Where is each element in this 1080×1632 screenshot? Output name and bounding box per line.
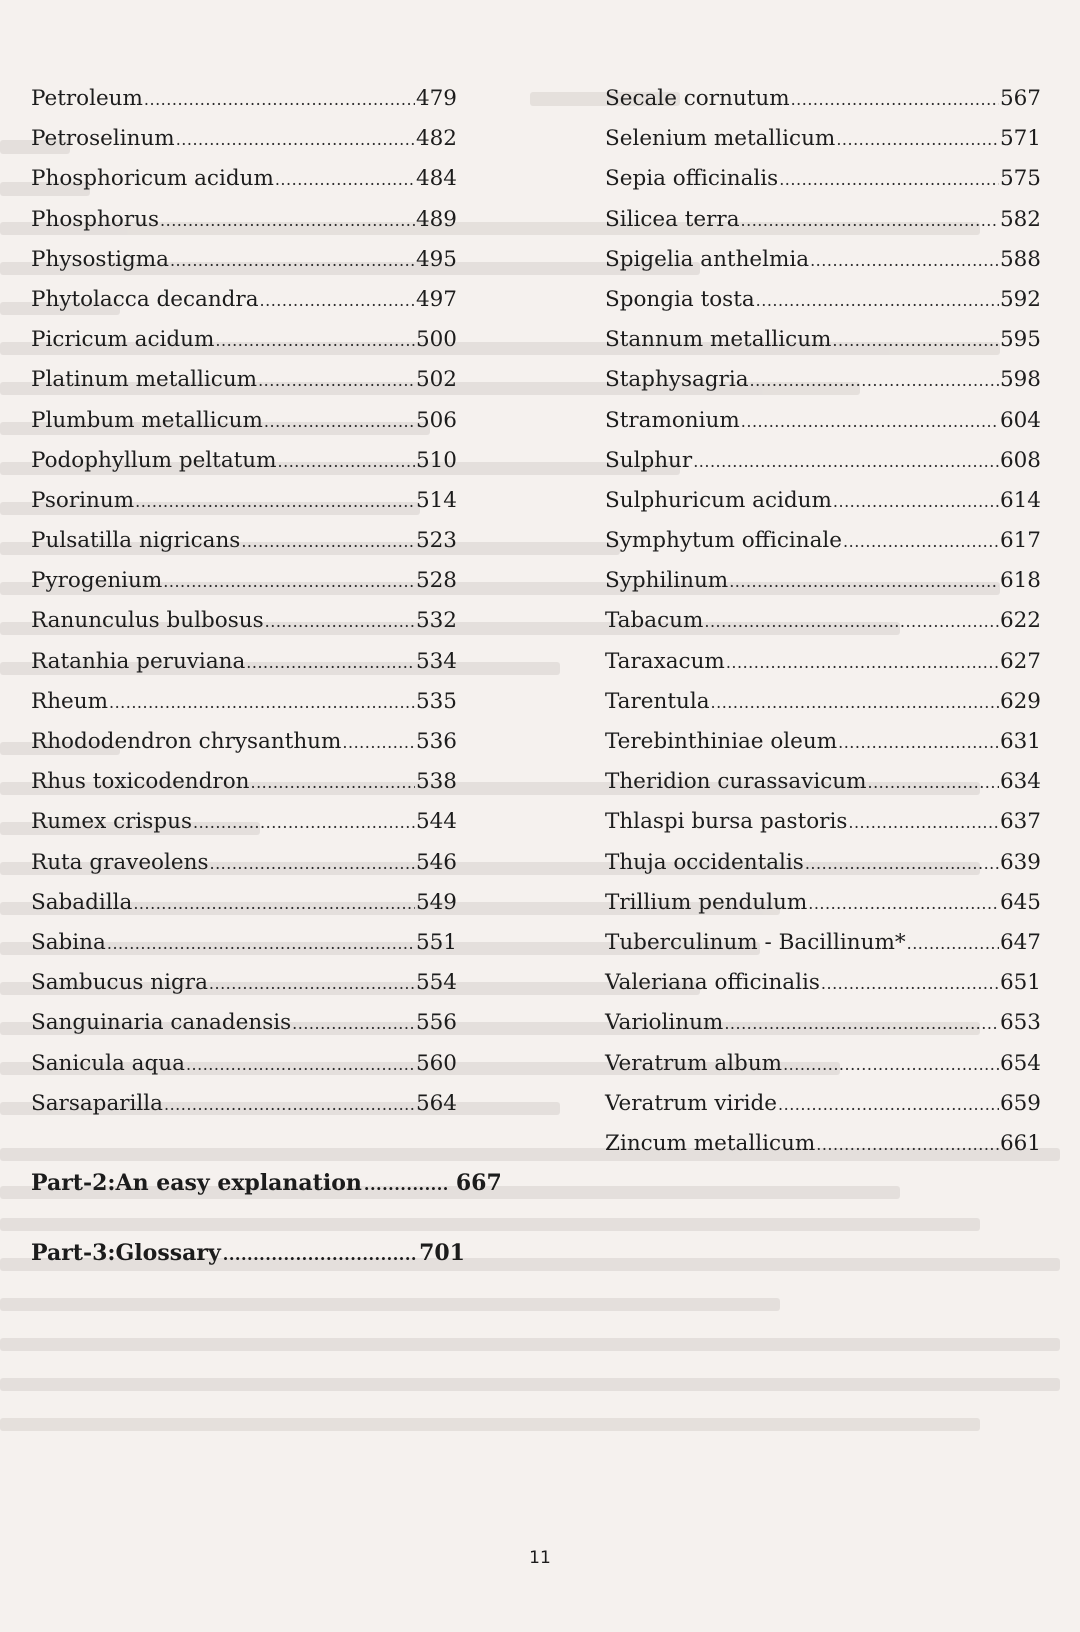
toc-entry — [605, 568, 1041, 608]
dot-leader — [292, 1014, 415, 1033]
toc-entry-name: Pulsatilla nigricans — [31, 528, 241, 554]
toc-entry — [31, 970, 457, 1010]
dot-leader — [215, 331, 415, 350]
dot-leader — [107, 934, 415, 953]
dot-leader — [729, 572, 999, 591]
toc-entry-page: 528 — [415, 568, 457, 594]
toc-entry — [31, 408, 457, 448]
dot-leader — [260, 291, 415, 310]
toc-entry-name: Symphytum officinale — [605, 528, 843, 554]
toc-entry-name: Spongia tosta — [605, 286, 755, 312]
toc-entry-page: 582 — [999, 206, 1041, 232]
dot-leader — [838, 733, 999, 752]
toc-entry-name: Zincum metallicum — [605, 1130, 816, 1156]
toc-entry-page: 634 — [999, 769, 1041, 795]
toc-entry — [605, 488, 1041, 528]
toc-entry — [31, 1010, 457, 1050]
toc-entry — [31, 689, 457, 729]
toc-entry — [605, 729, 1041, 769]
toc-entry-name: Rumex crispus — [31, 809, 192, 835]
toc-entry-name: Sambucus nigra — [31, 970, 208, 996]
dot-leader — [176, 130, 415, 149]
toc-entry-page: 514 — [415, 487, 457, 513]
toc-entry-name: Sabina — [31, 929, 106, 955]
toc-entry-name: Tabacum — [605, 608, 704, 634]
toc-entry-name: Phytolacca decandra — [31, 286, 259, 312]
toc-entry-name: Valeriana officinalis — [605, 970, 820, 996]
toc-entry — [605, 1010, 1041, 1050]
toc-entry-page: 560 — [415, 1050, 457, 1076]
dot-leader — [278, 452, 415, 471]
toc-entry-name: Syphilinum — [605, 568, 729, 594]
dot-leader — [724, 1014, 999, 1033]
toc-entry — [605, 448, 1041, 488]
toc-entry-name: Sanicula aqua — [31, 1050, 185, 1076]
dot-leader — [808, 894, 999, 913]
toc-entry — [605, 970, 1041, 1010]
toc-entry-page: 551 — [415, 929, 457, 955]
toc-entry — [31, 930, 457, 970]
toc-entry-name: Variolinum — [605, 1010, 724, 1036]
toc-entry-page: 595 — [999, 327, 1041, 353]
toc-entry-name: Psorinum — [31, 487, 135, 513]
toc-entry-page: 629 — [999, 688, 1041, 714]
dot-leader — [164, 1095, 415, 1114]
toc-entry-page: 506 — [415, 407, 457, 433]
toc-right-column — [605, 86, 1041, 1171]
toc-entry-page: 567 — [999, 86, 1041, 111]
dot-leader — [833, 492, 999, 511]
page-number: 11 — [529, 1548, 551, 1568]
dot-leader — [209, 974, 415, 993]
dot-leader — [750, 371, 999, 390]
toc-entry — [31, 649, 457, 689]
toc-entry-name: Tuberculinum - Bacillinum* — [605, 929, 906, 955]
toc-entry-page: 598 — [999, 367, 1041, 393]
dot-leader — [741, 412, 999, 431]
dot-leader — [264, 412, 415, 431]
toc-entry-page: 549 — [415, 889, 457, 915]
dot-leader — [133, 894, 415, 913]
toc-entry-name: Picricum acidum — [31, 327, 215, 353]
toc-entry — [605, 528, 1041, 568]
toc-entry-page: 575 — [999, 166, 1041, 192]
toc-left-column — [31, 86, 457, 1131]
dot-leader — [868, 773, 999, 792]
dot-leader — [265, 612, 415, 631]
toc-entry — [605, 408, 1041, 448]
toc-entry — [605, 126, 1041, 166]
toc-entry-page: 637 — [999, 809, 1041, 835]
toc-entry-page: 544 — [415, 809, 457, 835]
toc-entry-name: Plumbum metallicum — [31, 407, 263, 433]
toc-entry — [31, 367, 457, 407]
dot-leader — [779, 170, 999, 189]
toc-part-2 — [31, 1170, 502, 1196]
dot-leader — [726, 653, 999, 672]
dot-leader — [741, 211, 999, 230]
toc-entry — [605, 1131, 1041, 1171]
toc-entry — [31, 809, 457, 849]
toc-entry — [605, 608, 1041, 648]
dot-leader — [135, 492, 415, 511]
toc-entry-name: Selenium metallicum — [605, 126, 836, 152]
toc-entry-name: Rhus toxicodendron — [31, 769, 250, 795]
toc-entry — [605, 86, 1041, 126]
toc-entry — [605, 689, 1041, 729]
toc-entry — [605, 287, 1041, 327]
toc-entry-page: 554 — [415, 970, 457, 996]
toc-entry — [605, 890, 1041, 930]
dot-leader — [711, 693, 999, 712]
toc-entry-page: 608 — [999, 447, 1041, 473]
dot-leader — [258, 371, 415, 390]
toc-entry-name: Sepia officinalis — [605, 166, 779, 192]
dot-leader — [704, 612, 999, 631]
toc-entry-name: Terebinthiniae oleum — [605, 729, 838, 754]
toc-entry-page: 653 — [999, 1010, 1041, 1036]
toc-entry-name: Ratanhia peruviana — [31, 648, 246, 674]
toc-entry-name: Physostigma — [31, 246, 169, 272]
toc-entry-name: Rheum — [31, 688, 108, 714]
dot-leader — [109, 693, 415, 712]
dot-leader — [832, 331, 999, 350]
toc-entry-name: Thlaspi bursa pastoris — [605, 809, 848, 835]
toc-entry-page: 479 — [415, 86, 457, 111]
toc-entry-name: Phosphoricum acidum — [31, 166, 274, 192]
toc-entry-page: 489 — [415, 206, 457, 232]
toc-entry — [31, 890, 457, 930]
toc-entry — [605, 649, 1041, 689]
toc-entry-name: Petroleum — [31, 86, 143, 111]
dot-leader — [778, 1095, 999, 1114]
toc-entry-name: Phosphorus — [31, 206, 160, 232]
toc-entry — [31, 729, 457, 769]
toc-entry — [605, 367, 1041, 407]
toc-entry-page: 538 — [415, 769, 457, 795]
toc-entry — [31, 327, 457, 367]
toc-entry-page: 588 — [999, 246, 1041, 272]
toc-entry — [31, 850, 457, 890]
toc-entry-page: 535 — [415, 688, 457, 714]
toc-entry-page: 556 — [415, 1010, 457, 1036]
toc-entry-page: 618 — [999, 568, 1041, 594]
toc-entry-page: 604 — [999, 407, 1041, 433]
toc-entry-name: Sabadilla — [31, 889, 133, 915]
toc-entry-name: Theridion curassavicum — [605, 769, 867, 795]
toc-entry-page: 523 — [415, 528, 457, 554]
toc-entry-name: Stannum metallicum — [605, 327, 832, 353]
toc-part-page: 667 — [455, 1170, 502, 1196]
dot-leader — [836, 130, 999, 149]
toc-entry-page: 510 — [415, 447, 457, 473]
toc-entry — [31, 86, 457, 126]
dot-leader — [241, 532, 415, 551]
toc-entry-page: 571 — [999, 126, 1041, 152]
toc-entry-name: Petroselinum — [31, 126, 175, 152]
toc-entry-name: Spigelia anthelmia — [605, 246, 810, 272]
dot-leader — [364, 1175, 448, 1194]
dot-leader — [816, 1135, 999, 1154]
dot-leader — [907, 934, 999, 953]
toc-entry-page: 614 — [999, 487, 1041, 513]
dot-leader — [843, 532, 999, 551]
toc-entry — [605, 769, 1041, 809]
toc-entry-page: 647 — [999, 929, 1041, 955]
toc-entry-page: 661 — [999, 1130, 1041, 1156]
toc-entry-name: Thuja occidentalis — [605, 849, 804, 875]
toc-entry-name: Secale cornutum — [605, 86, 790, 111]
toc-entry-name: Rhododendron chrysanthum — [31, 729, 342, 754]
toc-entry — [605, 850, 1041, 890]
toc-entry-name: Veratrum album — [605, 1050, 783, 1076]
toc-entry — [31, 126, 457, 166]
dot-leader — [170, 251, 415, 270]
dot-leader — [246, 653, 415, 672]
toc-entry — [31, 448, 457, 488]
toc-entry — [605, 1091, 1041, 1131]
dot-leader — [791, 90, 999, 109]
dot-leader — [848, 813, 999, 832]
dot-leader — [251, 773, 415, 792]
toc-entry-page: 500 — [415, 327, 457, 353]
dot-leader — [275, 170, 415, 189]
toc-entry — [605, 1051, 1041, 1091]
toc-entry-page: 654 — [999, 1050, 1041, 1076]
toc-entry-page: 495 — [415, 246, 457, 272]
toc-entry-name: Sanguinaria canadensis — [31, 1010, 292, 1036]
dot-leader — [209, 854, 414, 873]
toc-entry-page: 592 — [999, 286, 1041, 312]
toc-part-title: Part-3:Glossary — [31, 1240, 221, 1266]
toc-entry-page: 622 — [999, 608, 1041, 634]
toc-entry — [605, 166, 1041, 206]
toc-entry-name: Sulphuricum acidum — [605, 487, 832, 513]
toc-entry-name: Trillium pendulum — [605, 889, 808, 915]
toc-entry — [31, 166, 457, 206]
toc-part-title: Part-2:An easy explanation — [31, 1170, 362, 1196]
toc-entry-page: 546 — [415, 849, 457, 875]
dot-leader — [163, 572, 415, 591]
toc-entry-page: 502 — [415, 367, 457, 393]
dot-leader — [193, 813, 415, 832]
toc-entry-name: Ruta graveolens — [31, 849, 209, 875]
toc-entry-page: 651 — [999, 970, 1041, 996]
toc-entry — [31, 769, 457, 809]
toc-entry — [605, 207, 1041, 247]
dot-leader — [342, 733, 415, 752]
toc-entry — [31, 488, 457, 528]
toc-entry — [31, 608, 457, 648]
dot-leader — [186, 1055, 415, 1074]
dot-leader — [805, 854, 999, 873]
dot-leader — [783, 1055, 999, 1074]
toc-entry — [31, 287, 457, 327]
toc-entry-page: 482 — [415, 126, 457, 152]
toc-entry-page: 617 — [999, 528, 1041, 554]
dot-leader — [756, 291, 999, 310]
toc-entry — [31, 1051, 457, 1091]
toc-entry-name: Staphysagria — [605, 367, 749, 393]
toc-entry-name: Sarsaparilla — [31, 1090, 163, 1116]
toc-entry-page: 484 — [415, 166, 457, 192]
toc-entry — [31, 568, 457, 608]
dot-leader — [223, 1245, 417, 1264]
toc-entry-page: 497 — [415, 286, 457, 312]
toc-entry — [31, 528, 457, 568]
toc-entry-page: 639 — [999, 849, 1041, 875]
toc-entry-page: 532 — [415, 608, 457, 634]
toc-entry-name: Tarentula — [605, 688, 710, 714]
toc-entry-name: Stramonium — [605, 407, 740, 433]
dot-leader — [693, 452, 999, 471]
dot-leader — [810, 251, 999, 270]
toc-entry — [31, 247, 457, 287]
toc-part-page: 701 — [419, 1240, 465, 1266]
toc-entry — [31, 1091, 457, 1131]
toc-entry — [605, 247, 1041, 287]
toc-entry-name: Platinum metallicum — [31, 367, 258, 393]
toc-entry-name: Silicea terra — [605, 206, 740, 232]
toc-entry-name: Podophyllum peltatum — [31, 447, 277, 473]
toc-entry-name: Pyrogenium — [31, 568, 163, 594]
toc-entry-page: 564 — [415, 1090, 457, 1116]
toc-entry — [605, 327, 1041, 367]
toc-entry-page: 645 — [999, 889, 1041, 915]
toc-entry — [605, 930, 1041, 970]
toc-entry-page: 534 — [415, 648, 457, 674]
toc-entry-page: 631 — [999, 729, 1041, 754]
toc-entry-name: Veratrum viride — [605, 1090, 778, 1116]
toc-part-3 — [31, 1240, 465, 1266]
toc-entry-name: Ranunculus bulbosus — [31, 608, 264, 634]
toc-entry-name: Taraxacum — [605, 648, 725, 674]
toc-entry-page: 536 — [415, 729, 457, 754]
toc-entry-page: 659 — [999, 1090, 1041, 1116]
dot-leader — [160, 211, 415, 230]
toc-entry-page: 627 — [999, 648, 1041, 674]
dot-leader — [144, 90, 415, 109]
toc-entry-name: Sulphur — [605, 447, 693, 473]
toc-entry — [31, 207, 457, 247]
dot-leader — [821, 974, 999, 993]
toc-entry — [605, 809, 1041, 849]
